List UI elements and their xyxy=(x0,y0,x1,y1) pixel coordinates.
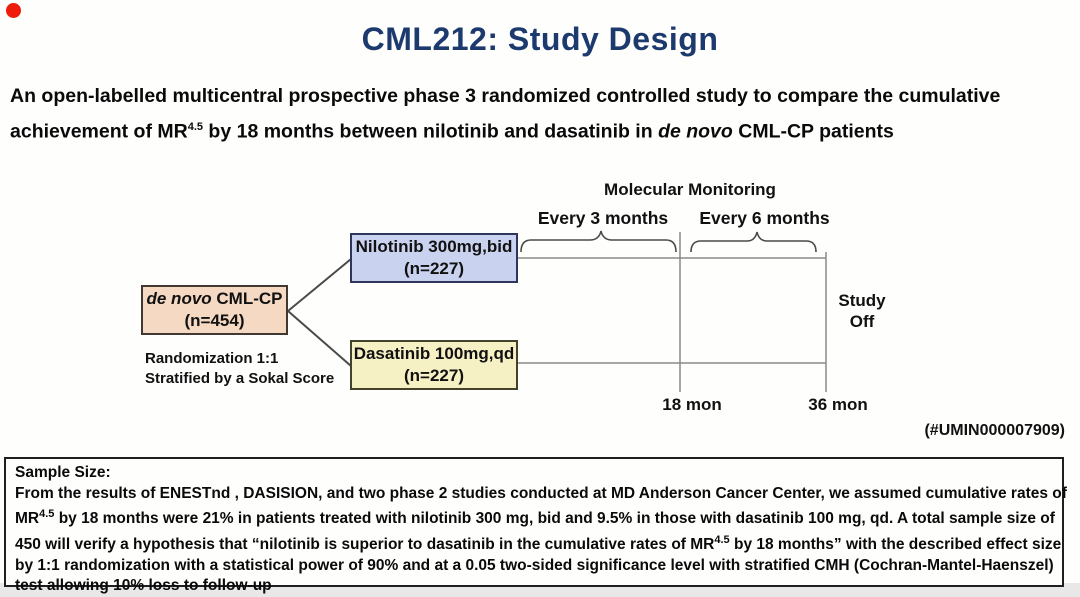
sample-size-heading: Sample Size: xyxy=(15,464,111,481)
mr-superscript: 4.5 xyxy=(39,508,55,521)
sample-size-line5: by 1:1 randomization with a statistical power of 90% and at a 0.05 two-sided significance level with stratified CMH (Cochran-Mantel-Haenszel) xyxy=(15,556,1054,574)
dasatinib-arm-n: (n=227) xyxy=(404,366,464,385)
nilotinib-arm-label: Nilotinib 300mg,bid xyxy=(355,237,513,256)
dasatinib-arm-box xyxy=(350,340,518,390)
sample-size-line2: From the results of ENESTnd , DASISION, and two phase 2 studies conducted at MD Anderson Cancer Center, we assumed cumulative rates of xyxy=(15,484,1067,502)
sample-size-line4 xyxy=(15,530,1062,556)
randomization-line1: Randomization 1:1 xyxy=(145,350,279,367)
de-novo-cml-cp-box xyxy=(141,285,288,335)
timeline-36-months-label: 36 mon xyxy=(808,395,868,414)
brace-every-3-months xyxy=(521,231,676,252)
de-novo-cml-cp-label xyxy=(147,288,283,310)
timeline-18-months-label: 18 mon xyxy=(662,395,722,414)
study-off-label xyxy=(830,290,894,332)
molecular-monitoring-label: Molecular Monitoring xyxy=(604,180,776,199)
de-novo-italic: de novo xyxy=(146,289,212,308)
study-description-line2b: by 18 months between nilotinib and dasatinib in xyxy=(203,120,659,143)
de-novo-n: (n=454) xyxy=(184,311,245,330)
sample-size-line6: test allowing 10% loss to follow-up xyxy=(15,577,272,595)
connector-denovo-to-nilotinib xyxy=(288,259,351,311)
study-description-line2a: achievement of MR xyxy=(10,120,188,143)
randomization-note xyxy=(145,349,334,389)
recording-indicator-icon xyxy=(6,3,21,18)
every-6-months-label: Every 6 months xyxy=(699,208,830,228)
nilotinib-arm-box xyxy=(350,233,518,283)
randomization-line2: Stratified by a Sokal Score xyxy=(145,370,335,387)
mr-superscript: 4.5 xyxy=(714,533,730,546)
study-description-line1: An open-labelled multicentral prospective phase 3 randomized controlled study to compare the cumulative xyxy=(10,85,1001,107)
nilotinib-arm-n: (n=227) xyxy=(404,259,464,278)
sample-size-line3 xyxy=(15,504,1053,530)
study-description-line2c: CML-CP patients xyxy=(732,120,894,143)
study-off-line1: Study xyxy=(838,291,886,310)
mr-superscript: 4.5 xyxy=(187,121,204,133)
every-3-months-label: Every 3 months xyxy=(537,208,669,228)
sample-size-line4b: by 18 months” with the described effect size xyxy=(729,536,1062,554)
sample-size-box xyxy=(4,457,1067,595)
sample-size-line4a: 450 will verify a hypothesis that “nilotinib is superior to dasatinib in the cumulative rates of MR xyxy=(15,536,715,554)
dasatinib-arm-label: Dasatinib 100mg,qd xyxy=(353,344,515,363)
study-off-line2: Off xyxy=(849,312,875,331)
sample-size-line3a: MR xyxy=(15,510,40,528)
sample-size-line3b: by 18 months were 21% in patients treated with nilotinib 300 mg, bid and 9.5% in those with dasatinib 100 mg, qd. A total sample size of xyxy=(54,510,1055,528)
brace-every-6-months xyxy=(691,232,816,252)
study-description xyxy=(10,81,1060,148)
page-title: CML212: Study Design xyxy=(361,21,719,57)
de-novo-italic: de novo xyxy=(658,120,733,143)
umin-registry-id: (#UMIN000007909) xyxy=(924,422,1065,439)
cml-cp-text: CML-CP xyxy=(211,289,283,308)
